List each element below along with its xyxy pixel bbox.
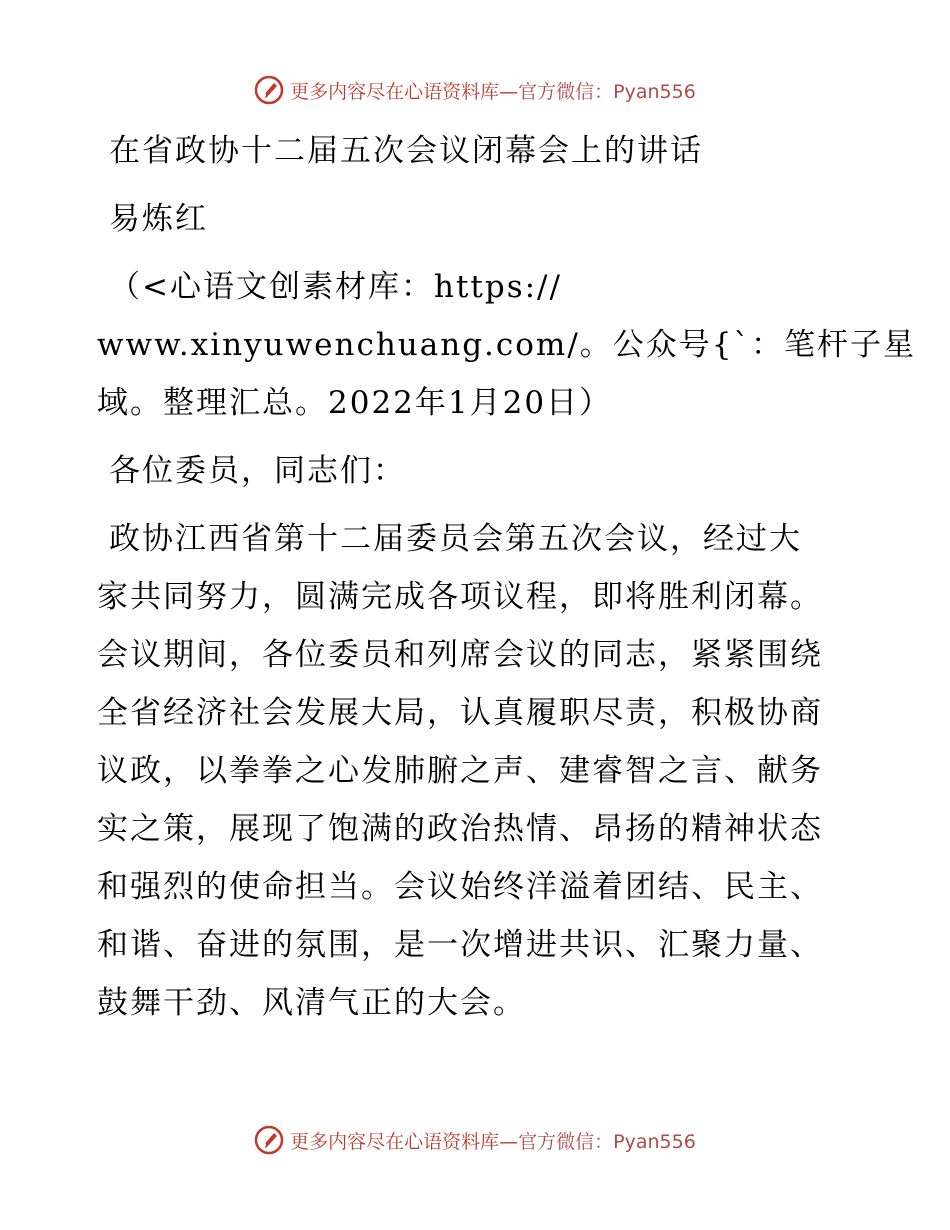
document-title: 在省政协十二届五次会议闭幕会上的讲话 [109,133,703,169]
body-line: 家共同努力，圆满完成各项议程，即将胜利闭幕。 [97,579,823,615]
salutation: 各位委员，同志们： [109,453,406,489]
header-watermark-banner [0,70,950,110]
body-line: 议政，以拳拳之心发肺腑之声、建睿智之言、献务 [97,753,823,789]
body-line: 全省经济社会发展大局，认真履职尽责，积极协商 [97,695,823,731]
body-line: 和谐、奋进的氛围，是一次增进共识、汇聚力量、 [97,927,823,963]
source-line: （<心语文创素材库：https:// [109,269,562,305]
banner-wechat: 官方微信：Pyan556 [518,1130,696,1153]
source-note [97,258,916,432]
banner-text: 更多内容尽在心语资料库— [290,80,519,103]
body-paragraph [97,510,857,1032]
body-line: 实之策，展现了饱满的政治热情、昂扬的精神状态 [97,811,823,847]
source-line: www.xinyuwenchuang.com/。公众号{`：笔杆子星 [97,327,916,363]
document-content [97,122,916,1032]
source-line: 域。整理汇总。2022年1月20日） [97,385,613,421]
brand-logo-icon [254,1125,284,1155]
banner-wechat: 官方微信：Pyan556 [518,80,696,103]
document-author: 易炼红 [109,201,208,237]
banner-text: 更多内容尽在心语资料库— [290,1130,519,1153]
brand-logo-icon [254,75,284,105]
body-line: 政协江西省第十二届委员会第五次会议，经过大 [109,521,802,557]
body-line: 会议期间，各位委员和列席会议的同志，紧紧围绕 [97,637,823,673]
footer-watermark-banner [0,1120,950,1160]
body-line: 和强烈的使命担当。会议始终洋溢着团结、民主、 [97,869,823,905]
body-line: 鼓舞干劲、风清气正的大会。 [97,985,526,1021]
